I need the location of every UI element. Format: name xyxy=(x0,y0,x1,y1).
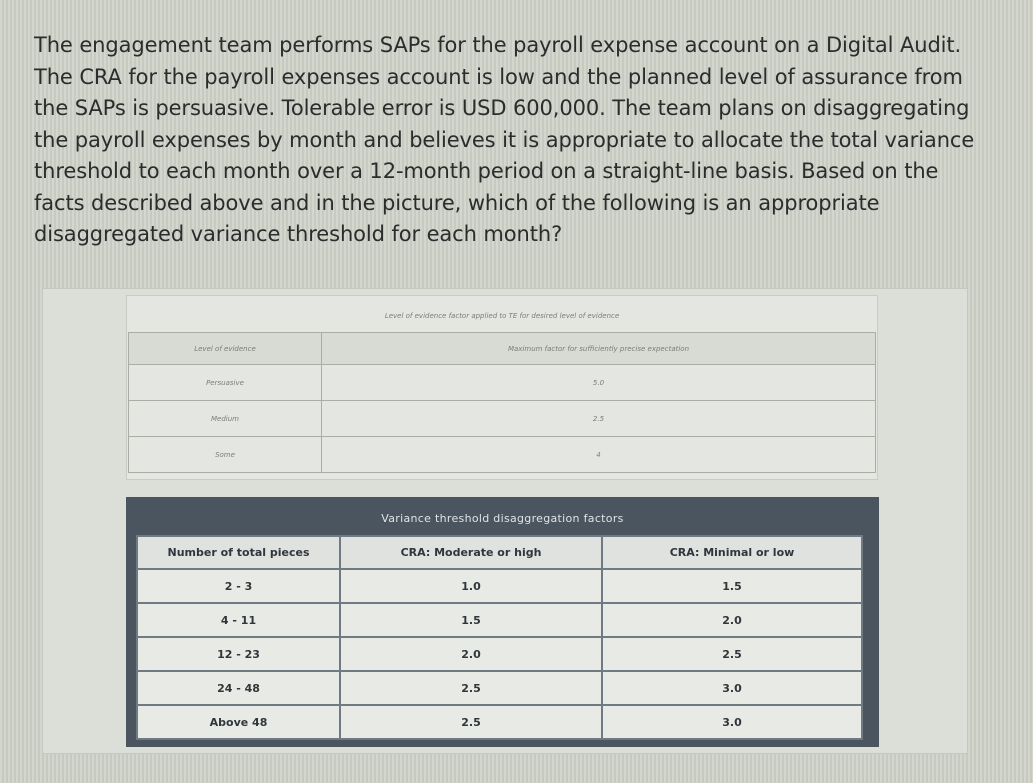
table-cell: Above 48 xyxy=(137,705,340,739)
table-row xyxy=(129,401,876,437)
table-cell: 3.0 xyxy=(602,671,862,705)
evidence-factor-table-title: Level of evidence factor applied to TE for desired level of evidence xyxy=(384,312,620,320)
table-cell: 2.5 xyxy=(322,401,876,437)
evidence-factor-table-panel xyxy=(126,295,878,480)
table-cell: 1.5 xyxy=(602,569,862,603)
table-cell: 24 - 48 xyxy=(137,671,340,705)
header-cell: CRA: Minimal or low xyxy=(602,536,862,569)
table-cell: 12 - 23 xyxy=(137,637,340,671)
table-cell: Some xyxy=(129,437,322,473)
header-cell: Number of total pieces xyxy=(137,536,340,569)
disaggregation-table-title: Variance threshold disaggregation factors xyxy=(381,512,624,525)
table-cell: 4 xyxy=(322,437,876,473)
table-row xyxy=(137,671,862,705)
table-row xyxy=(129,365,876,401)
table-cell: 5.0 xyxy=(322,365,876,401)
table-cell: 2.0 xyxy=(340,637,602,671)
evidence-factor-table xyxy=(128,332,876,473)
header-cell: Level of evidence xyxy=(129,333,322,365)
header-cell: Maximum factor for sufficiently precise expectation xyxy=(322,333,876,365)
table-header-row xyxy=(129,333,876,365)
header-cell: CRA: Moderate or high xyxy=(340,536,602,569)
table-row xyxy=(137,705,862,739)
table-cell: Medium xyxy=(129,401,322,437)
table-cell: Persuasive xyxy=(129,365,322,401)
table-cell: 2.5 xyxy=(602,637,862,671)
table-cell: 2.5 xyxy=(340,705,602,739)
table-cell: 3.0 xyxy=(602,705,862,739)
table-row xyxy=(129,437,876,473)
disaggregation-table-panel xyxy=(126,497,879,747)
table-cell: 2.5 xyxy=(340,671,602,705)
disaggregation-table xyxy=(136,535,863,740)
table-cell: 4 - 11 xyxy=(137,603,340,637)
table-row xyxy=(137,569,862,603)
table-row xyxy=(137,637,862,671)
table-cell: 2 - 3 xyxy=(137,569,340,603)
table-row xyxy=(137,603,862,637)
table-cell: 1.0 xyxy=(340,569,602,603)
table-cell: 2.0 xyxy=(602,603,862,637)
question-text: The engagement team performs SAPs for the payroll expense account on a Digital Audit. The CRA for the payroll expenses account is low and the planned level of assurance from the SAPs is persuasive. Tolerable error is USD 600,000. The team plans on disaggregating the payroll expenses by month and believes it is appropriate to allocate the total variance threshold to each month over a 12-month period on a straight-line basis. Based on the facts described above and in the picture, which of the following is an appropriate disaggregated variance threshold for each month? xyxy=(34,33,975,246)
table-header-row xyxy=(137,536,862,569)
table-cell: 1.5 xyxy=(340,603,602,637)
